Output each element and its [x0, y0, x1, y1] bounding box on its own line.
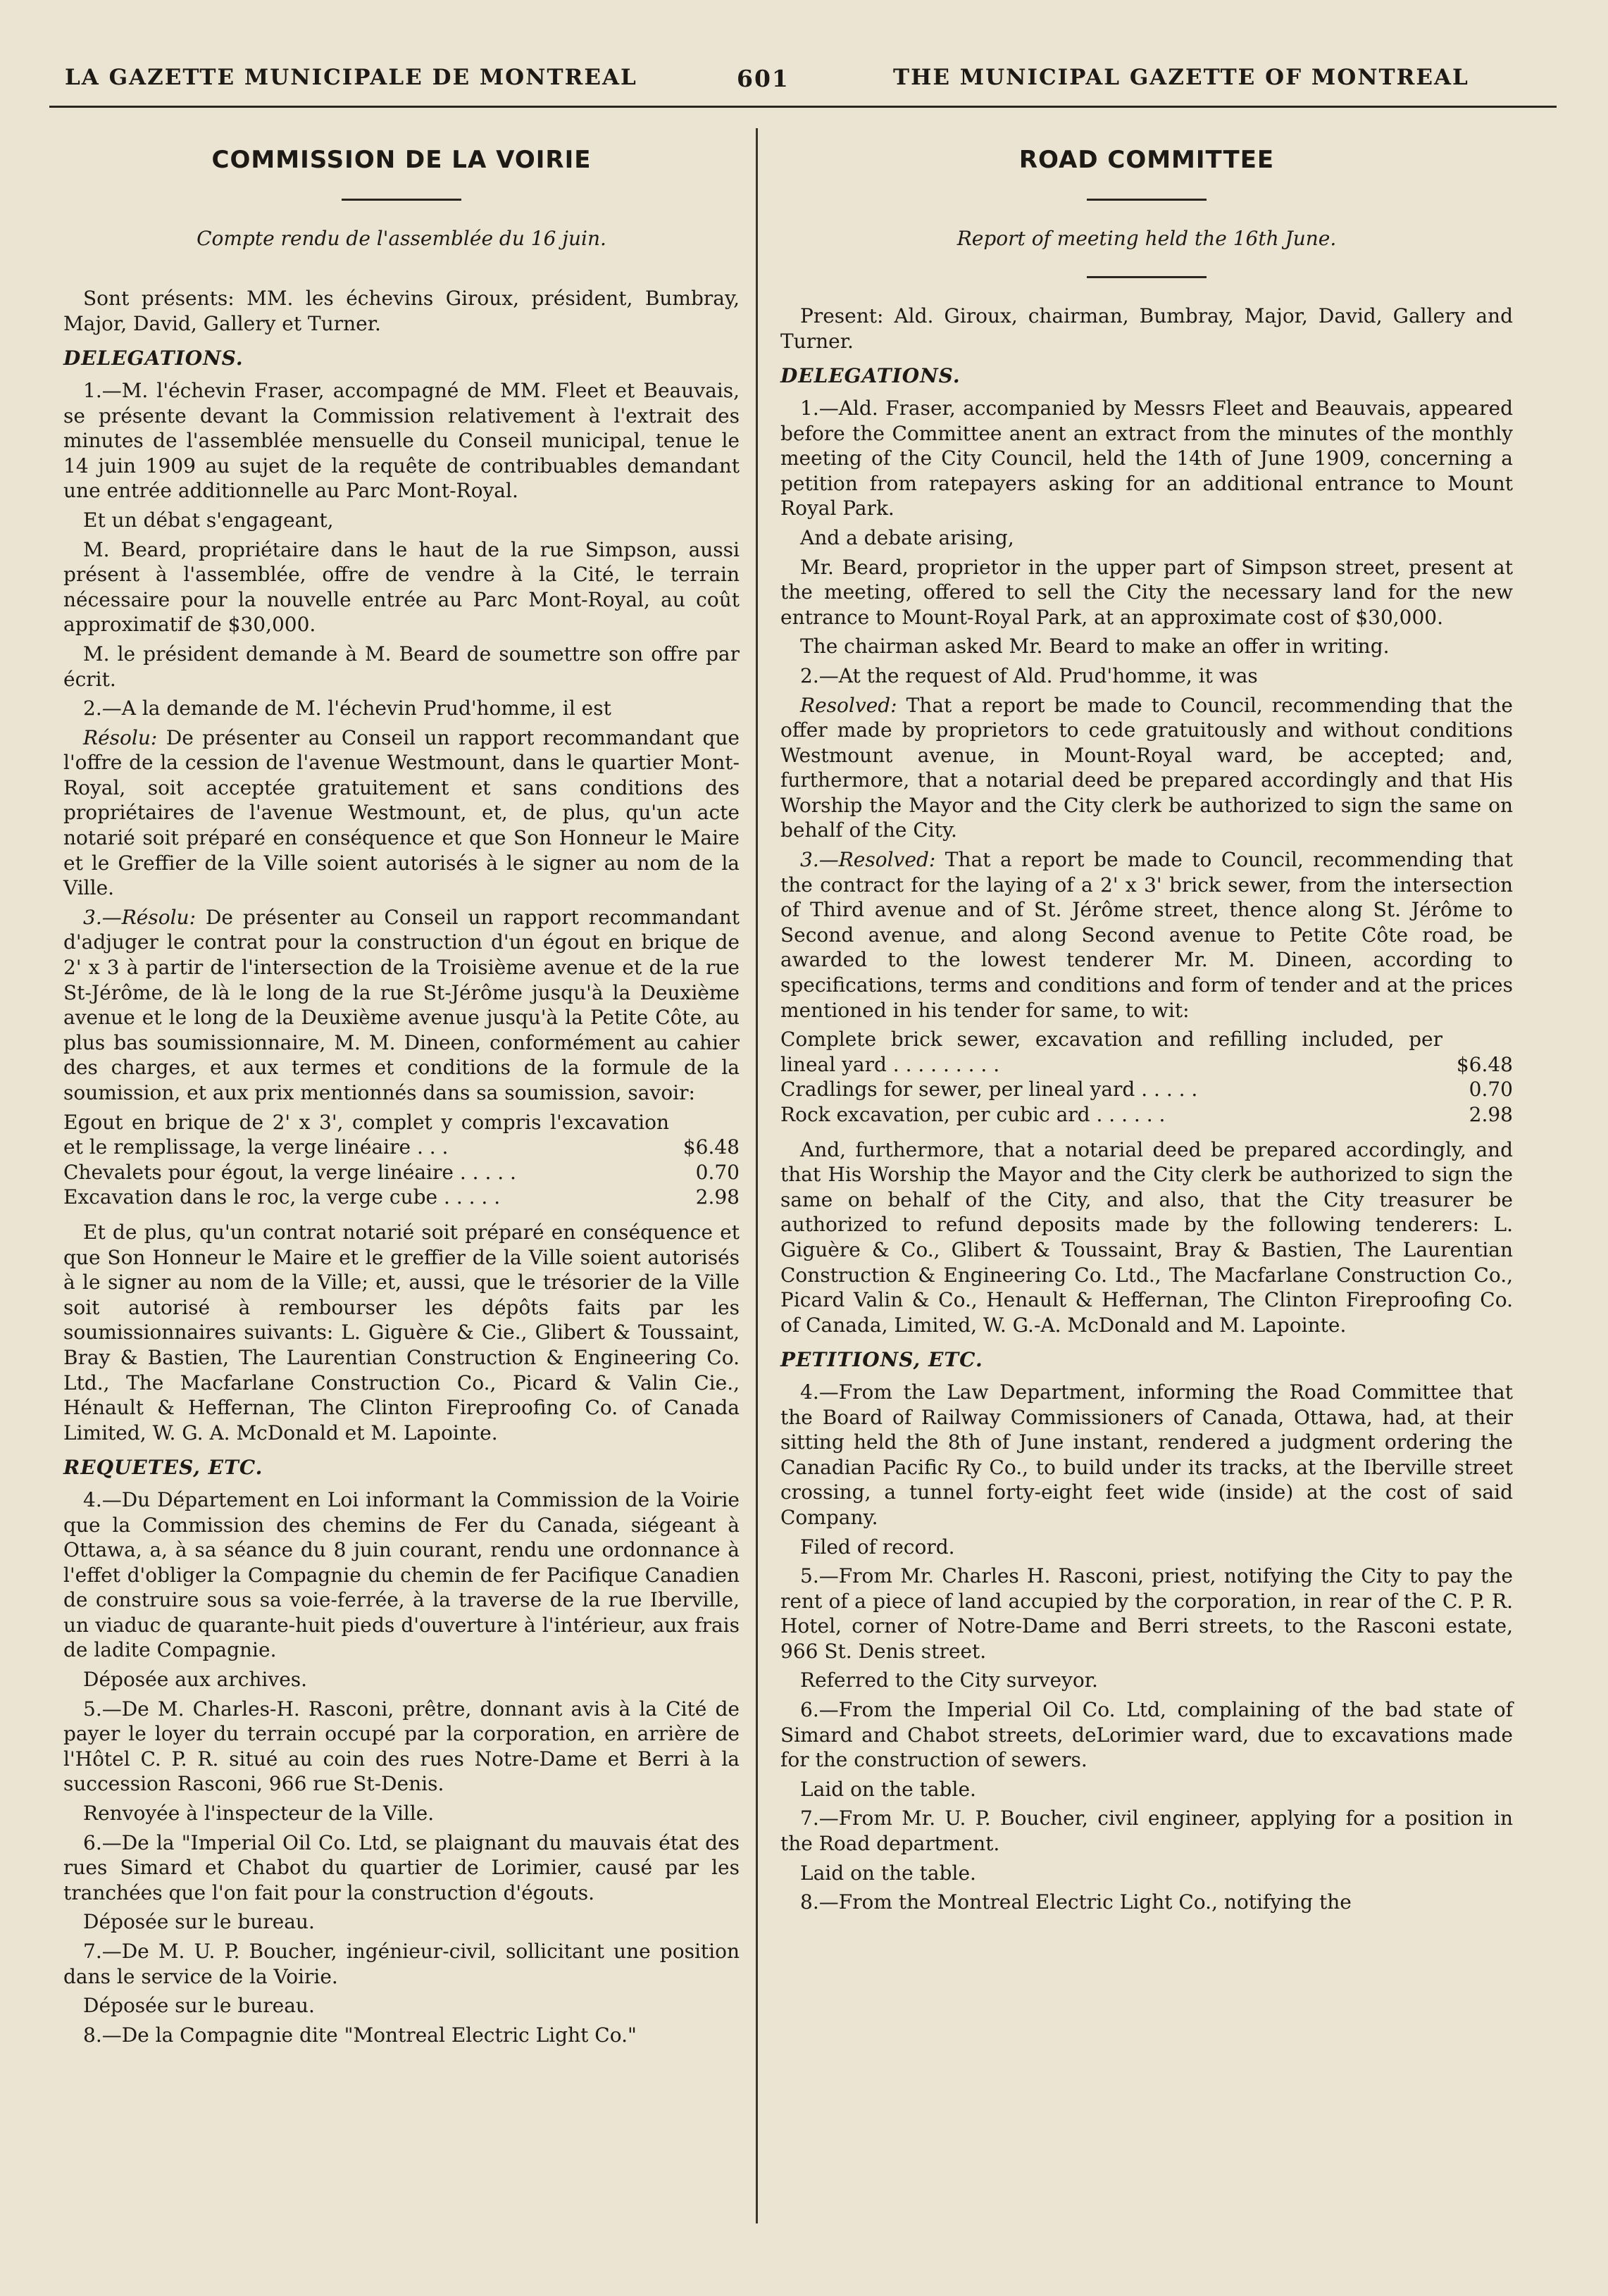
fr-item-7-action: Déposée sur le bureau. — [83, 1994, 315, 2018]
header-rule — [49, 106, 1557, 108]
en-item-5-action: Referred to the City surveyor. — [800, 1668, 1098, 1692]
en-rate-label: Cradlings for sewer, per lineal yard . . . . . — [780, 1078, 1198, 1102]
fr-item-4-action: Déposée aux archives. — [83, 1668, 308, 1692]
en-item-3-label: 3.—Resolved: — [800, 848, 936, 872]
fr-president: M. le président demande à M. Beard de soumettre son offre par écrit. — [63, 642, 740, 691]
en-chairman: The chairman asked Mr. Beard to make an offer in writing. — [800, 635, 1390, 659]
fr-rate-amount: $6.48 — [683, 1135, 740, 1159]
en-item-4: 4.—From the Law Department, informing the Road Committee that the Board of Railway Commissioners of Canada, Ottawa, had, at their sitting held the 8th of June instant, rendered a judgment ordering the Canadian Pacific Ry Co., to build under its tracks, at the Iberville street crossing, a tunnel forty-eight feet wide (inside) at the cost of said Company. — [780, 1380, 1513, 1529]
header-english-title: THE MUNICIPAL GAZETTE OF MONTREAL — [893, 65, 1469, 90]
en-item-2: 2.—At the request of Ald. Prud'homme, it was — [800, 663, 1258, 687]
en-section-title: ROAD COMMITTEE — [1018, 146, 1275, 174]
fr-item-5: 5.—De M. Charles-H. Rasconi, prêtre, donnant avis à la Cité de payer le loyer du terrain occupé par la corporation, en arrière de l'Hôtel C. P. R. situé au coin des rues Notre-Dame et Berri à la succession Rasconi, 966 rue St-Denis. — [63, 1697, 740, 1796]
fr-rate-row — [63, 1185, 740, 1210]
en-item-7-action: Laid on the table. — [800, 1861, 976, 1885]
fr-item-3-tail: Et de plus, qu'un contrat notarié soit préparé en conséquence et que Son Honneur le Maire et le greffier de la Ville soient autorisés à le signer au nom de la Ville; et, aussi, que le trésorier de la Ville soit autorisé à rembourser les dépôts faits par les soumissionnaires suivants: L. Giguère & Cie., Glibert & Toussaint, Bray & Bastien, The Laurentian Construction & Engineering Co. Ltd., The Macfarlane Construction Co., Picard & Valin Cie., Hénault & Heffernan, The Clinton Fireproofing Co. of Canada Limited, W. G. A. McDonald et M. Lapointe. — [63, 1220, 740, 1445]
fr-item-3-body: De présenter au Conseil un rapport recommandant d'adjuger le contrat pour la construction d'un égout en brique de 2' x 3 à partir de l'intersection de la Troisième avenue et de la rue St-Jérôme, de là le long de la rue St-Jérôme jusqu'à la Deuxième avenue et le long de la Deuxième avenue jusqu'à la Petite Côte, au plus bas soumissionnaire, M. M. Dineen, conformément au cahier des charges, et aux termes et conditions de la formule de la soumission, et aux prix mentionnés dans sa soumission, savoir: — [63, 905, 740, 1104]
en-item-6-action: Laid on the table. — [800, 1777, 976, 1801]
fr-item-2-resolution — [63, 725, 740, 901]
en-rate-amount: 0.70 — [1469, 1078, 1513, 1102]
fr-item-8: 8.—De la Compagnie dite "Montreal Electric Light Co." — [83, 2023, 637, 2047]
en-item-8: 8.—From the Montreal Electric Light Co., notifying the — [800, 1890, 1352, 1914]
en-item-2-body: That a report be made to Council, recommending that the offer made by proprietors to cede gratuitously and without conditions Westmount avenue, in Mount-Royal ward, be accepted; and, furthermore, that a notarial deed be prepared accordingly and that His Worship the Mayor and the City clerk be authorized to sign the same on behalf of the City. — [780, 693, 1513, 842]
en-rate-label: Complete brick sewer, excavation and refilling included, per lineal yard . . . . . . . . . — [780, 1028, 1442, 1076]
fr-item-6-action: Déposée sur le bureau. — [83, 1910, 315, 1934]
fr-delegations-heading: DELEGATIONS. — [63, 347, 244, 370]
fr-item-5-action: Renvoyée à l'inspecteur de la Ville. — [83, 1802, 435, 1826]
fr-section-title: COMMISSION DE LA VOIRIE — [211, 146, 592, 174]
fr-item-1: 1.—M. l'échevin Fraser, accompagné de MM. Fleet et Beauvais, se présente devant la Commission relativement à l'extrait des minutes de l'assemblée mensuelle du Conseil municipal, tenue le 14 juin 1909 au sujet de la requête de contribuables demandant une entrée additionnelle au Parc Mont-Royal. — [63, 378, 740, 503]
en-subtitle-rule — [1087, 276, 1207, 278]
en-item-1: 1.—Ald. Fraser, accompanied by Messrs Fleet and Beauvais, appeared before the Committee anent an extract from the minutes of the monthly meeting of the City Council, held the 14th of June 1909, concerning a petition from ratepayers asking for an additional entrance to Mount Royal Park. — [780, 396, 1513, 520]
en-rate-amount: $6.48 — [1456, 1052, 1513, 1076]
en-delegations-heading: DELEGATIONS. — [780, 364, 961, 388]
column-divider — [756, 128, 758, 2223]
en-beard: Mr. Beard, proprietor in the upper part of Simpson street, present at the meeting, offered to sell the City the necessary land for the new entrance to Mount-Royal Park, at an approximate cost of $30,000. — [780, 555, 1513, 629]
en-rate-row — [780, 1027, 1513, 1077]
en-item-6: 6.—From the Imperial Oil Co. Ltd, complaining of the bad state of Simard and Chabot streets, deLorimier ward, due to excavations made for the construction of sewers. — [780, 1698, 1513, 1772]
en-present: Present: Ald. Giroux, chairman, Bumbray, Major, David, Gallery and Turner. — [780, 304, 1513, 353]
en-item-7: 7.—From Mr. U. P. Boucher, civil engineer, applying for a position in the Road department. — [780, 1807, 1513, 1856]
fr-item-2-body: De présenter au Conseil un rapport recommandant que l'offre de la cession de l'avenue Westmount, dans le quartier Mont-Royal, soit acceptée gratuitement et sans conditions des propriétaires de l'avenue Westmount, et, de plus, qu'un acte notarié soit préparé en conséquence et que Son Honneur le Maire et le Greffier de la Ville soient autorisés à le signer au nom de la Ville. — [63, 725, 740, 900]
fr-debate: Et un débat s'engageant, — [83, 508, 334, 532]
fr-beard: M. Beard, propriétaire dans le haut de la rue Simpson, aussi présent à l'assemblée, offre de vendre à la Cité, le terrain nécessaire pour la nouvelle entrée au Parc Mont-Royal, au coût approximatif de $30,000. — [63, 537, 740, 637]
en-item-5: 5.—From Mr. Charles H. Rasconi, priest, notifying the City to pay the rent of a piece of land accupied by the corporation, in rear of the C. P. R. Hotel, corner of Notre-Dame and Berri streets, to the Rasconi estate, 966 St. Denis street. — [780, 1564, 1513, 1663]
en-item-4-action: Filed of record. — [800, 1535, 955, 1559]
en-item-3 — [780, 847, 1513, 1023]
fr-item-4: 4.—Du Département en Loi informant la Commission de la Voirie que la Commission des chemins de Fer du Canada, siégeant à Ottawa, a, à sa séance du 8 juin courant, rendu une ordonnance à l'effet d'obliger la Compagnie du chemin de fer Pacifique Canadien de construire sous sa voie-ferrée, à la traverse de la rue Iberville, un viaduc de quarante-huit pieds d'ouverture à l'intérieur, aux frais de ladite Compagnie. — [63, 1487, 740, 1662]
fr-present: Sont présents: MM. les échevins Giroux, président, Bumbray, Major, David, Gallery et Turner. — [63, 287, 740, 335]
en-item-3-tail: And, furthermore, that a notarial deed be prepared accordingly, and that His Worship the Mayor and the City clerk be authorized to sign the same on behalf of the City, and also, that the City treasurer be authorized to refund deposits made by the following tenderers: L. Giguère & Co., Glibert & Toussaint, Bray & Bastien, The Laurentian Construction & Engineering Co. Ltd., The Macfarlane Construction Co., Picard Valin & Co., Henault & Heffernan, The Clinton Fireproofing Co. of Canada, Limited, W. G.-A. McDonald and M. Lapointe. — [780, 1137, 1513, 1337]
fr-rate-label: Egout en brique de 2' x 3', complet y compris l'excavation et le remplissage, la verge linéaire . . . — [63, 1110, 669, 1159]
fr-item-3 — [63, 905, 740, 1106]
fr-rate-label: Chevalets pour égout, la verge linéaire . . . . . — [63, 1160, 516, 1184]
fr-rate-amount: 2.98 — [695, 1185, 740, 1209]
page-number: 601 — [737, 65, 790, 92]
en-rate-row — [780, 1102, 1513, 1128]
fr-rates-table — [63, 1110, 740, 1210]
en-item-3-body: That a report be made to Council, recommending that the contract for the laying of a 2' x 3' brick sewer, from the intersection of Third avenue and of St. Jérôme street, thence along St. Jérôme to Second avenue, and along Second avenue to Petite Côte road, be awarded to the lowest tenderer Mr. M. Dineen, according to specifications, terms and conditions and form of tender and at the prices mentioned in his tender for same, to wit: — [780, 848, 1513, 1022]
fr-item-3-label: 3.—Résolu: — [83, 905, 197, 929]
fr-item-6: 6.—De la "Imperial Oil Co. Ltd, se plaignant du mauvais état des rues Simard et Chabot du quartier de Lorimier, causé par les tranchées que l'on fait pour la construction d'égouts. — [63, 1830, 740, 1904]
fr-requetes-heading: REQUETES, ETC. — [63, 1456, 263, 1480]
en-title-rule — [1087, 199, 1207, 201]
french-column — [63, 141, 740, 2052]
en-debate: And a debate arising, — [800, 525, 1014, 549]
en-resolved-label: Resolved: — [800, 693, 897, 717]
fr-item-2: 2.—A la demande de M. l'échevin Prud'homme, il est — [83, 697, 611, 720]
fr-rate-label: Excavation dans le roc, la verge cube . . . . . — [63, 1185, 501, 1209]
en-rate-amount: 2.98 — [1469, 1103, 1513, 1126]
en-rates-table — [780, 1027, 1513, 1127]
fr-rate-amount: 0.70 — [695, 1160, 740, 1184]
header-french-title: LA GAZETTE MUNICIPALE DE MONTREAL — [65, 65, 637, 90]
english-column — [780, 141, 1513, 1919]
fr-rate-row — [63, 1160, 740, 1185]
en-subtitle: Report of meeting held the 16th June. — [956, 226, 1337, 250]
fr-title-rule — [342, 199, 461, 201]
fr-subtitle: Compte rendu de l'assemblée du 16 juin. — [197, 226, 606, 250]
fr-rate-row — [63, 1110, 740, 1160]
en-rate-row — [780, 1077, 1513, 1102]
en-petitions-heading: PETITIONS, ETC. — [780, 1348, 983, 1372]
en-item-2-resolution — [780, 693, 1513, 844]
fr-item-7: 7.—De M. U. P. Boucher, ingénieur-civil, sollicitant une position dans le service de la Voirie. — [63, 1940, 740, 1988]
fr-resolu-label: Résolu: — [83, 725, 158, 749]
en-rate-label: Rock excavation, per cubic ard . . . . . . — [780, 1103, 1166, 1126]
